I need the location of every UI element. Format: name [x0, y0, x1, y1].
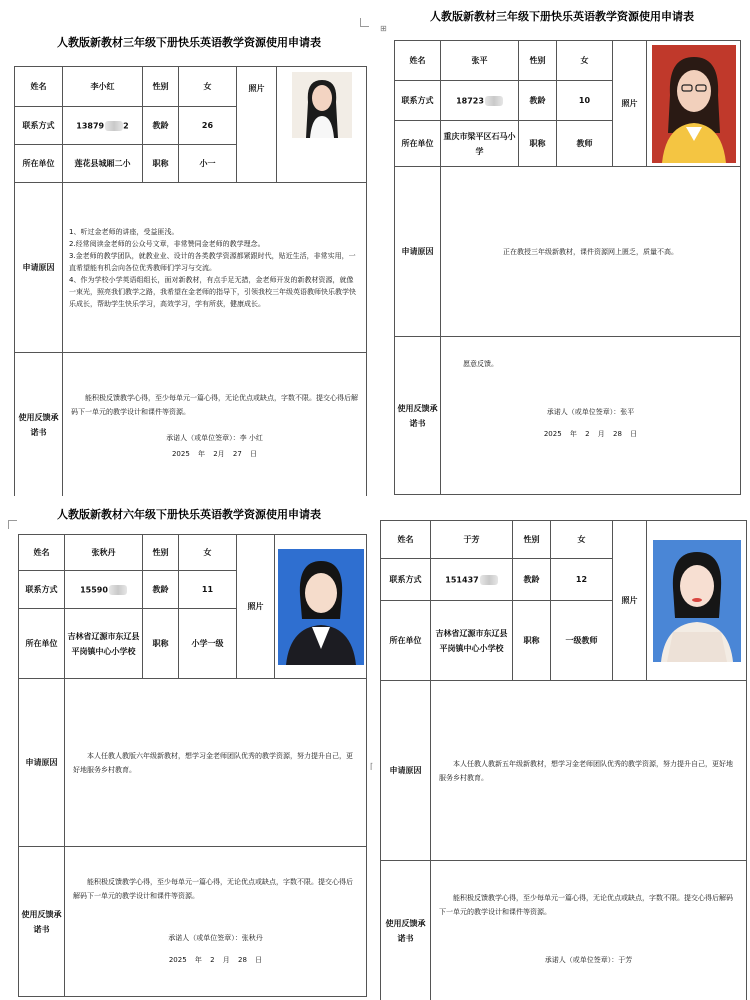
photo-cell [647, 521, 747, 681]
years-label: 教龄 [519, 81, 557, 121]
contact-value: 13879 2 [63, 107, 143, 145]
portrait-image [653, 540, 741, 662]
contact-label: 联系方式 [395, 81, 441, 121]
name-value: 李小红 [63, 67, 143, 107]
feedback-label: 使用反馈承诺书 [19, 847, 65, 997]
unit-label: 所在单位 [395, 121, 441, 167]
redaction-blur [480, 575, 498, 585]
name-value: 张平 [441, 41, 519, 81]
years-label: 教龄 [143, 571, 179, 609]
reason-label: 申请原因 [19, 679, 65, 847]
job-title-value: 小学一级 [179, 609, 237, 679]
crop-mark [8, 520, 17, 529]
unit-value: 重庆市梁平区石马小学 [441, 121, 519, 167]
name-value: 于芳 [431, 521, 513, 559]
name-label: 姓名 [19, 535, 65, 571]
gender-label: 性别 [513, 521, 551, 559]
years-value: 11 [179, 571, 237, 609]
application-form-3 [8, 500, 370, 1000]
form-title: 人教版新教材三年级下册快乐英语教学资源使用申请表 [430, 10, 694, 23]
redaction-blur [485, 96, 503, 106]
name-label: 姓名 [381, 521, 431, 559]
portrait-image [292, 72, 352, 138]
portrait-image [652, 45, 736, 163]
gender-value: 女 [179, 535, 237, 571]
teacher-photo [278, 549, 364, 665]
contact-label: 联系方式 [15, 107, 63, 145]
reason-cell [63, 183, 367, 353]
unit-value: 吉林省辽源市东辽县平岗镇中心小学校 [65, 609, 143, 679]
table-handle-icon: ⊞ [380, 24, 387, 33]
photo-cell [275, 535, 367, 679]
job-title-value: 教师 [557, 121, 613, 167]
reason-cell [431, 681, 747, 861]
feedback-cell [431, 861, 747, 1000]
years-value: 12 [551, 559, 613, 601]
job-title-label: 职称 [519, 121, 557, 167]
reason-text: 正在教授三年级新教材，课件资源网上匮乏，质量不高。 [503, 247, 678, 256]
teacher-photo [292, 72, 352, 138]
unit-value: 吉林省辽源市东辽县平岗镇中心小学校 [431, 601, 513, 681]
date-line: 2025 年 2月 27 日 [171, 449, 258, 458]
application-form-2 [378, 0, 746, 498]
info-table [394, 40, 741, 495]
feedback-cell [441, 337, 741, 495]
signature-line: 承诺人（或单位签章）：于芳 [544, 956, 633, 964]
contact-label: 联系方式 [381, 559, 431, 601]
feedback-cell [63, 353, 367, 497]
years-label: 教龄 [143, 107, 179, 145]
unit-label: 所在单位 [19, 609, 65, 679]
job-title-value: 一级教师 [551, 601, 613, 681]
contact-value: 18723 [441, 81, 519, 121]
reason-label: 申请原因 [381, 681, 431, 861]
contact-value: 15590 [65, 571, 143, 609]
photo-label: 照片 [237, 67, 277, 183]
photo-label: 照片 [613, 41, 647, 167]
contact-label: 联系方式 [19, 571, 65, 609]
gender-label: 性别 [519, 41, 557, 81]
feedback-cell [65, 847, 367, 997]
feedback-text: 能积极反馈教学心得，至少每单元一篇心得，无论优点或缺点，字数不限。提交心得后解码下一单元的教学设计和课件等资源。 [439, 894, 733, 916]
gender-value: 女 [551, 521, 613, 559]
feedback-label: 使用反馈承诺书 [381, 861, 431, 1000]
photo-cell [647, 41, 741, 167]
unit-value: 莲花县城厢二小 [63, 145, 143, 183]
reason-cell [441, 167, 741, 337]
feedback-text: 能积极反馈教学心得，至少每单元一篇心得，无论优点或缺点，字数不限。提交心得后解码下一单元的教学设计和课件等资源。 [73, 878, 353, 900]
date-line: 2025 年 2 月 28 日 [543, 430, 638, 438]
portrait-image [278, 549, 364, 665]
name-label: 姓名 [395, 41, 441, 81]
signature-line: 承诺人（或单位签章）：张平 [546, 408, 635, 416]
signature-line: 承诺人（或单位签章）：李 小红 [166, 433, 263, 442]
job-title-value: 小一 [179, 145, 237, 183]
signature-line: 承诺人（或单位签章）：张秋丹 [168, 934, 263, 942]
feedback-label: 使用反馈承诺书 [15, 353, 63, 497]
feedback-label: 使用反馈承诺书 [395, 337, 441, 495]
years-value: 26 [179, 107, 237, 145]
reason-text: 本人任教人教版六年级新教材，想学习金老师团队优秀的教学资源，努力提升自己，更好地服务乡村教育。 [73, 751, 353, 774]
reason-cell [65, 679, 367, 847]
job-title-label: 职称 [513, 601, 551, 681]
teacher-photo [653, 540, 741, 662]
reason-label: 申请原因 [15, 183, 63, 353]
crop-mark [360, 18, 369, 27]
name-value: 张秋丹 [65, 535, 143, 571]
info-table [380, 520, 747, 1000]
years-label: 教龄 [513, 559, 551, 601]
feedback-text: 能积极反馈教学心得，至少每单元一篇心得，无论优点或缺点，字数不限。提交心得后解码下一单元的教学设计和课件等资源。 [71, 393, 358, 416]
form-title: 人教版新教材三年级下册快乐英语教学资源使用申请表 [57, 36, 321, 49]
feedback-text: 愿意反馈。 [463, 360, 498, 368]
info-table [18, 534, 367, 997]
application-form-1 [8, 18, 370, 496]
info-table [14, 66, 367, 496]
name-label: 姓名 [15, 67, 63, 107]
collapse-marker-icon: ⌈ [370, 762, 374, 771]
form-title: 人教版新教材六年级下册快乐英语教学资源使用申请表 [57, 508, 321, 521]
redaction-blur [105, 121, 123, 131]
job-title-label: 职称 [143, 145, 179, 183]
reason-text: 1、听过金老师的讲座，受益匪浅。 2.经常阅读金老师的公众号文章，非常赞同金老师的教学理念。 3.金老师的教学团队，就教业业、设计的各类教学资源都紧跟时代，贴近生活，非常实用，一直希望能有机会向各位优秀教师们学习与交流。 4、作为学校小学英语组组长，面对新教材，有点手足无措，金老师开发的新教材资源，就像一束光，照亮我们教学之路，我希望在金老师的指导下，引领我校三年级英语教师快乐教学快乐成长，帮助学生快乐学习，高效学习，学有所获，健康成长。 [69, 227, 356, 308]
contact-value: 151437 [431, 559, 513, 601]
unit-label: 所在单位 [15, 145, 63, 183]
unit-label: 所在单位 [381, 601, 431, 681]
gender-value: 女 [557, 41, 613, 81]
reason-text: 本人任教人教新五年级新教材，想学习金老师团队优秀的教学资源，努力提升自己，更好地服务乡村教育。 [439, 759, 733, 782]
redaction-blur [109, 585, 127, 595]
job-title-label: 职称 [143, 609, 179, 679]
gender-label: 性别 [143, 67, 179, 107]
gender-label: 性别 [143, 535, 179, 571]
photo-cell [277, 67, 367, 183]
teacher-photo [652, 45, 736, 163]
years-value: 10 [557, 81, 613, 121]
photo-label: 照片 [613, 521, 647, 681]
reason-label: 申请原因 [395, 167, 441, 337]
gender-value: 女 [179, 67, 237, 107]
photo-label: 照片 [237, 535, 275, 679]
date-line: 2025 年 2 月 28 日 [168, 956, 263, 964]
application-form-4 [370, 512, 750, 1000]
